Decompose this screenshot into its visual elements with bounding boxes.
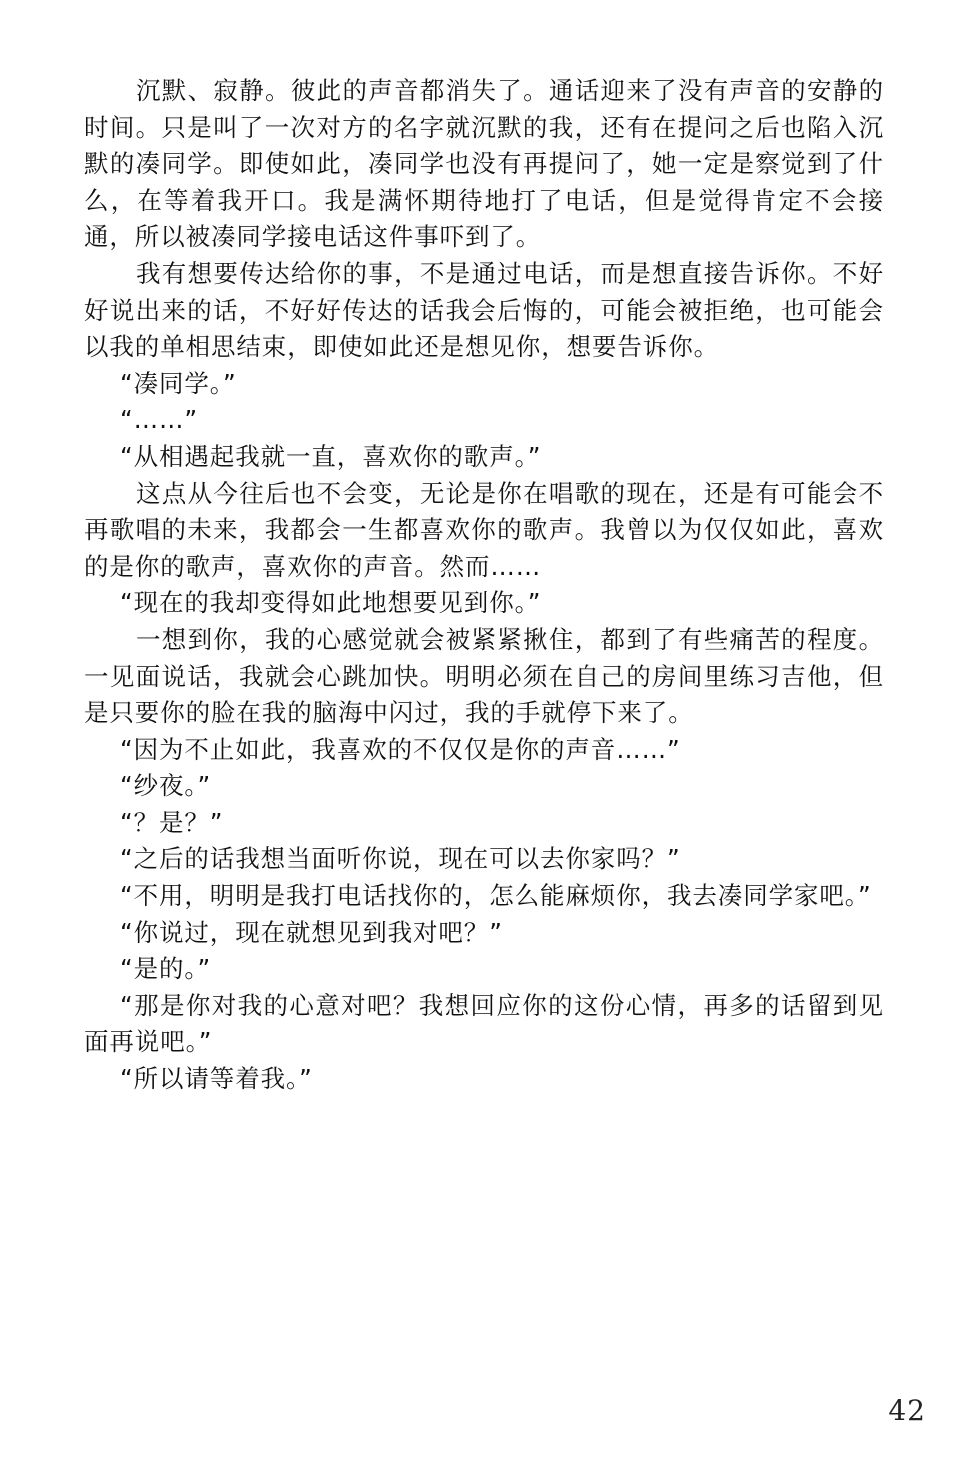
dialogue-line: “现在的我却变得如此地想要见到你。” bbox=[120, 588, 542, 618]
dialogue-line: “不用，明明是我打电话找你的，怎么能麻烦你，我去凑同学家吧。” bbox=[120, 881, 872, 911]
dialogue-line: “凑同学。” bbox=[120, 368, 237, 398]
dialogue-line: “是的。” bbox=[120, 954, 212, 984]
dialogue-line: “那是你对我的心意对吧？我想回应你的这份心情，再多的话留到见面再说吧。” bbox=[84, 990, 884, 1057]
dialogue-line: “纱夜。” bbox=[120, 771, 212, 801]
page-number: 42 bbox=[888, 1394, 926, 1427]
paragraph: 我有想要传达给你的事，不是通过电话，而是想直接告诉你。不好好说出来的话，不好好传达的话我会后悔的，可能会被拒绝，也可能会以我的单相思结束，即使如此还是想见你，想要告诉你。 bbox=[84, 258, 884, 362]
dialogue-line: “你说过，现在就想见到我对吧？” bbox=[120, 917, 503, 947]
dialogue-line: “因为不止如此，我喜欢的不仅仅是你的声音……” bbox=[120, 734, 681, 764]
dialogue-line: “从相遇起我就一直，喜欢你的歌声。” bbox=[120, 441, 542, 471]
dialogue-line: “……” bbox=[120, 405, 198, 435]
paragraph: 沉默、寂静。彼此的声音都消失了。通话迎来了没有声音的安静的时间。只是叫了一次对方的名字就沉默的我，还有在提问之后也陷入沉默的凑同学。即使如此，凑同学也没有再提问了，她一定是察觉到了什么，在等着我开口。我是满怀期待地打了电话，但是觉得肯定不会接通，所以被凑同学接电话这件事吓到了。 bbox=[84, 76, 884, 252]
paragraph: 这点从今往后也不会变，无论是你在唱歌的现在，还是有可能会不再歌唱的未来，我都会一生都喜欢你的歌声。我曾以为仅仅如此，喜欢的是你的歌声，喜欢你的声音。然而…… bbox=[84, 478, 884, 581]
dialogue-line: “？是？” bbox=[120, 807, 224, 837]
body-text bbox=[84, 73, 884, 1098]
dialogue-line: “之后的话我想当面听你说，现在可以去你家吗？” bbox=[120, 844, 681, 874]
paragraph: 一想到你，我的心感觉就会被紧紧揪住，都到了有些痛苦的程度。一见面说话，我就会心跳加快。明明必须在自己的房间里练习吉他，但是只要你的脸在我的脑海中闪过，我的手就停下来了。 bbox=[84, 624, 884, 728]
dialogue-line: “所以请等着我。” bbox=[120, 1064, 313, 1094]
